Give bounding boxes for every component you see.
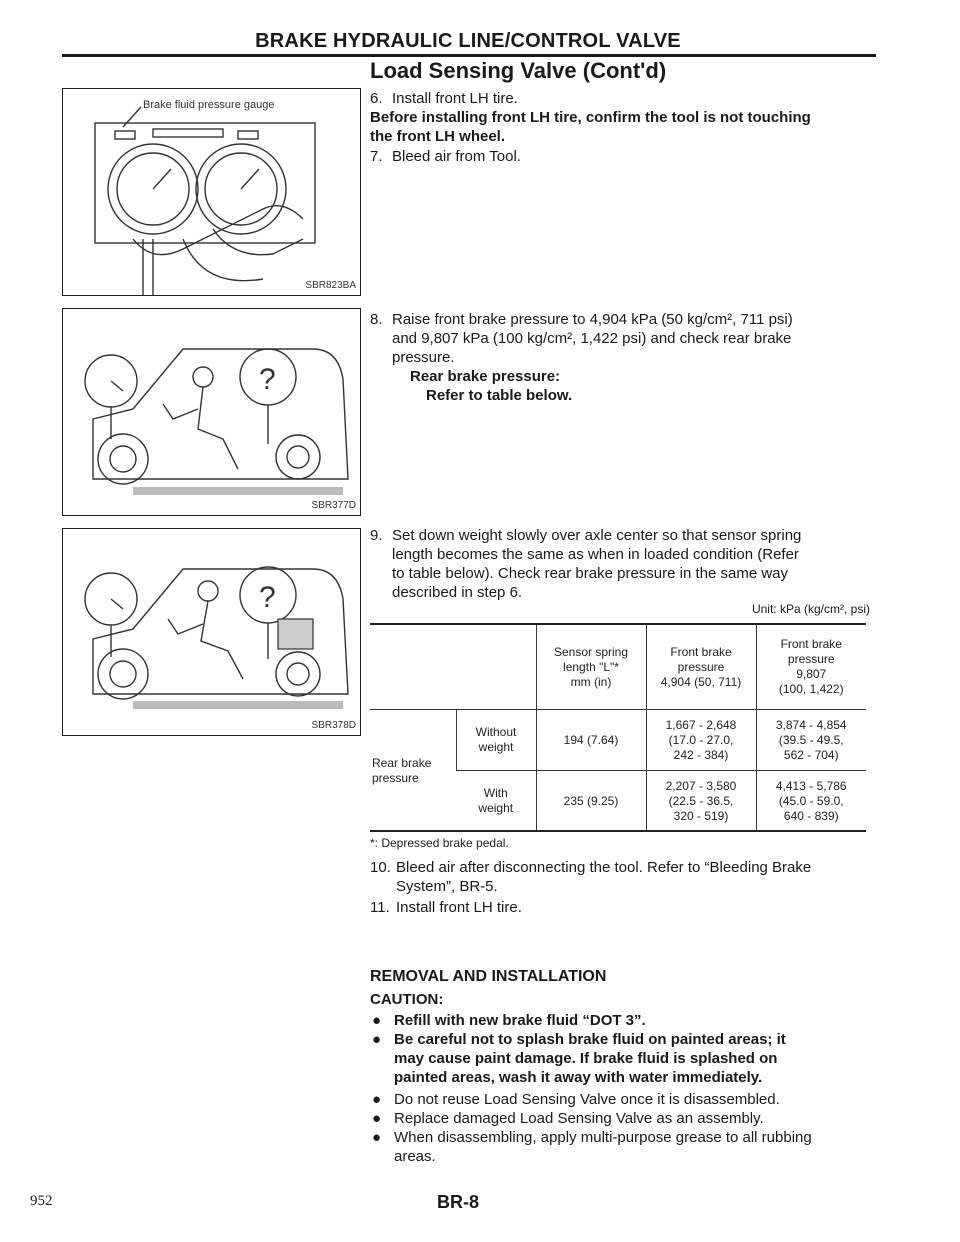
table-header-row bbox=[370, 625, 866, 710]
step-7: 7. Bleed air from Tool. bbox=[370, 148, 521, 165]
section-title: Load Sensing Valve (Cont'd) bbox=[370, 58, 667, 83]
figure-label: Brake fluid pressure gauge bbox=[143, 99, 275, 111]
gauge-illustration bbox=[63, 89, 360, 295]
vehicle-with-weight-illustration bbox=[63, 529, 360, 735]
table-row bbox=[370, 710, 866, 771]
step-11: 11. Install front LH tire. bbox=[370, 899, 522, 916]
header-front-pressure-2: Front brake pressure 9,807 (100, 1,422) bbox=[756, 625, 866, 710]
caution-bullet-2: ● Be careful not to splash brake fluid on painted areas; it may cause paint damage. If brake fluid is splashed on painted areas, wash it away with water immediately. bbox=[372, 1031, 786, 1086]
step-9: 9. Set down weight slowly over axle center so that sensor spring length becomes the same as when in loaded condition (Refer to table below). Check rear brake pressure in the same way described in step 6. bbox=[370, 527, 802, 601]
table-bottom-rule bbox=[370, 830, 866, 832]
cell-condition: Without weight bbox=[456, 710, 536, 771]
step-6: 6. Install front LH tire. bbox=[370, 90, 518, 107]
vehicle-illustration bbox=[63, 309, 360, 515]
figure-code: SBR378D bbox=[311, 720, 356, 731]
figure-code: SBR377D bbox=[311, 500, 356, 511]
bullet-3: ● When disassembling, apply multi-purpose grease to all rubbing areas. bbox=[372, 1129, 812, 1165]
figure-vehicle-gauges-2 bbox=[62, 528, 361, 736]
figure-pressure-gauge bbox=[62, 88, 361, 296]
step-8: 8. Raise front brake pressure to 4,904 kPa (50 kg/cm², 711 psi) and 9,807 kPa (100 kg/cm², 1,422 psi) and check rear brake pressure. Rear brake pressure: Refer to table below. bbox=[370, 311, 793, 404]
bullet-2: ● Replace damaged Load Sensing Valve as an assembly. bbox=[372, 1110, 764, 1127]
figure-code: SBR823BA bbox=[305, 280, 356, 291]
svg-text:?: ? bbox=[259, 363, 276, 396]
page-header-title: BRAKE HYDRAULIC LINE/CONTROL VALVE bbox=[255, 30, 681, 52]
step-6-note: Before installing front LH tire, confirm the tool is not touching the front LH wheel. bbox=[370, 109, 811, 145]
figure-vehicle-gauges-1 bbox=[62, 308, 361, 516]
header-rule bbox=[62, 54, 876, 57]
header-front-pressure-1: Front brake pressure 4,904 (50, 711) bbox=[646, 625, 756, 710]
removal-title: REMOVAL AND INSTALLATION bbox=[370, 968, 607, 985]
row-label-rear-brake: Rear brake pressure bbox=[372, 755, 432, 785]
table-unit: Unit: kPa (kg/cm², psi) bbox=[751, 602, 870, 616]
svg-text:?: ? bbox=[259, 581, 276, 614]
caution-bullet-1: ● Refill with new brake fluid “DOT 3”. bbox=[372, 1012, 646, 1029]
header-sensor-spring: Sensor spring length "L"* mm (in) bbox=[536, 625, 646, 710]
table-footnote: *: Depressed brake pedal. bbox=[370, 836, 509, 850]
step-10: 10. Bleed air after disconnecting the tool. Refer to “Bleeding Brake System”, BR-5. bbox=[370, 859, 812, 895]
page-code: BR-8 bbox=[437, 1192, 480, 1212]
page-number: 952 bbox=[30, 1193, 53, 1209]
cell-length: 235 (9.25) bbox=[536, 771, 646, 832]
cell-pressure-1: 2,207 - 3,580 (22.5 - 36.5, 320 - 519) bbox=[646, 771, 756, 832]
cell-condition: With weight bbox=[478, 786, 514, 815]
cell-pressure-1: 1,667 - 2,648 (17.0 - 27.0, 242 - 384) bbox=[646, 710, 756, 771]
caution-label: CAUTION: bbox=[370, 991, 444, 1008]
rear-brake-pressure-table bbox=[370, 625, 866, 831]
cell-pressure-2: 3,874 - 4,854 (39.5 - 49.5, 562 - 704) bbox=[756, 710, 866, 771]
cell-pressure-2: 4,413 - 5,786 (45.0 - 59.0, 640 - 839) bbox=[756, 771, 866, 832]
cell-length: 194 (7.64) bbox=[536, 710, 646, 771]
bullet-1: ● Do not reuse Load Sensing Valve once it is disassembled. bbox=[372, 1091, 780, 1108]
